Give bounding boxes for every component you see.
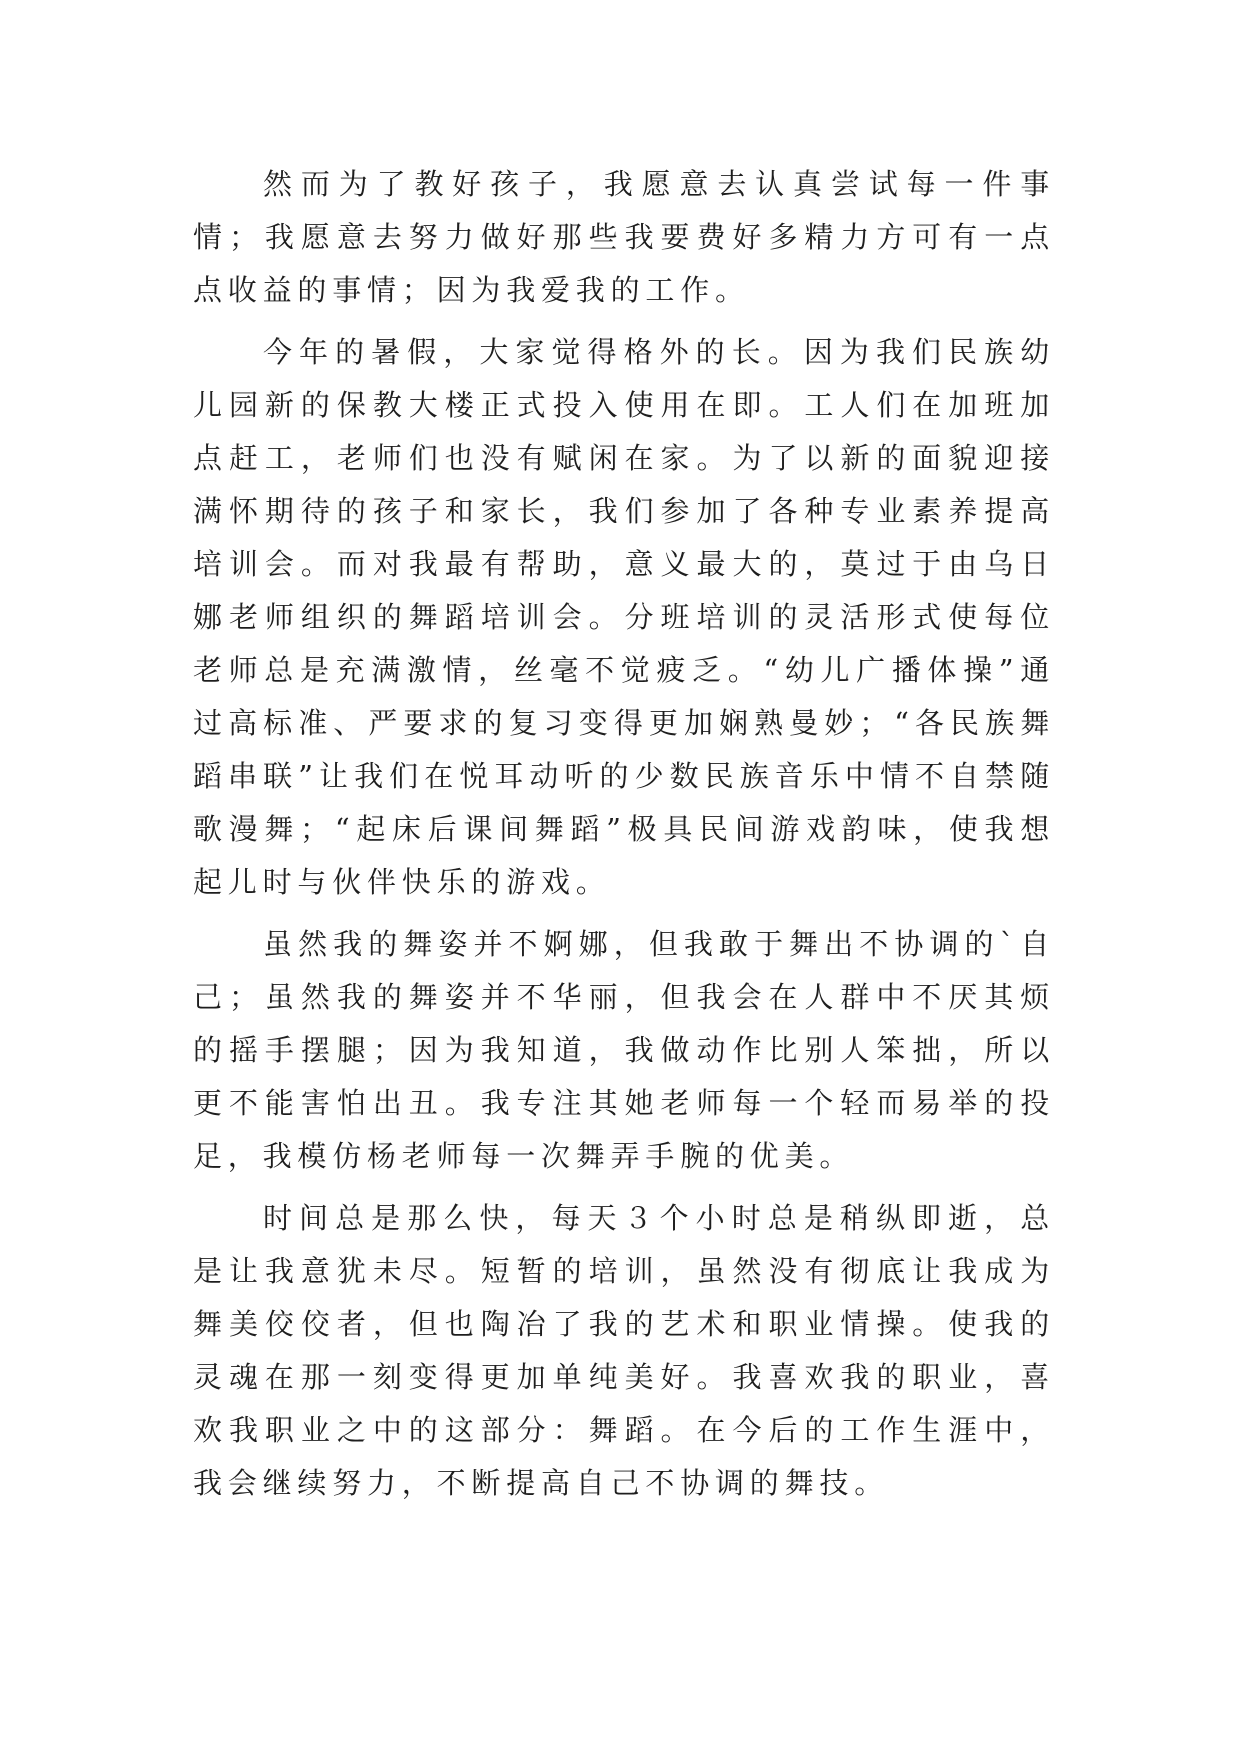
paragraph-2: 今年的暑假，大家觉得格外的长。因为我们民族幼儿园新的保教大楼正式投入使用在即。工人们在加班加点赶工，老师们也没有赋闲在家。为了以新的面貌迎接满怀期待的孩子和家长，我们参加了各种专业素养提高培训会。而对我最有帮助，意义最大的，莫过于由乌日娜老师组织的舞蹈培训会。分班培训的灵活形式使每位老师总是充满激情，丝毫不觉疲乏。“幼儿广播体操”通过高标准、严要求的复习变得更加娴熟曼妙；“各民族舞蹈串联”让我们在悦耳动听的少数民族音乐中情不自禁随歌漫舞；“起床后课间舞蹈”极具民间游戏韵味，使我想起儿时与伙伴快乐的游戏。 [193, 335, 1055, 899]
document-body [193, 158, 1055, 1510]
paragraph-1: 然而为了教好孩子，我愿意去认真尝试每一件事情；我愿意去努力做好那些我要费好多精力方可有一点点收益的事情；因为我爱我的工作。 [193, 167, 1055, 307]
paragraph-4: 时间总是那么快，每天３个小时总是稍纵即逝，总是让我意犹未尽。短暂的培训，虽然没有彻底让我成为舞美佼佼者，但也陶冶了我的艺术和职业情操。使我的灵魂在那一刻变得更加单纯美好。我喜欢我的职业，喜欢我职业之中的这部分：舞蹈。在今后的工作生涯中，我会继续努力，不断提高自己不协调的舞技。 [193, 1201, 1055, 1500]
paragraph-3: 虽然我的舞姿并不婀娜，但我敢于舞出不协调的`自己；虽然我的舞姿并不华丽，但我会在人群中不厌其烦的摇手摆腿；因为我知道，我做动作比别人笨拙，所以更不能害怕出丑。我专注其她老师每一个轻而易举的投足，我模仿杨老师每一次舞弄手腕的优美。 [193, 927, 1055, 1173]
